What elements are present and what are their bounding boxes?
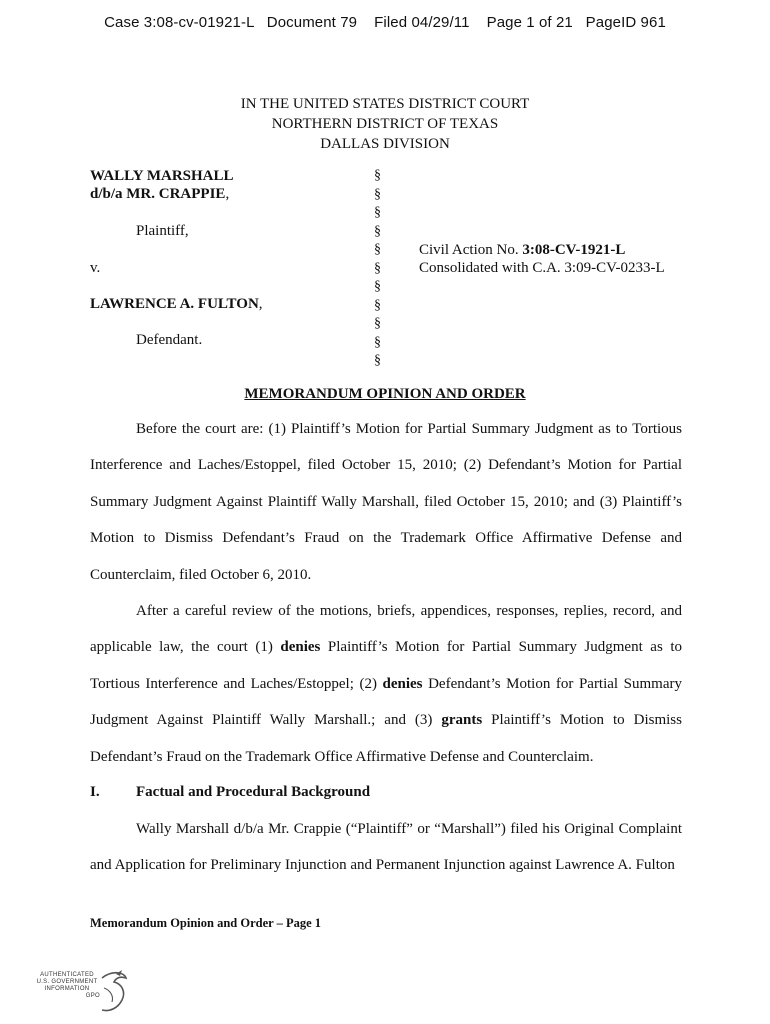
ruling-grants: grants [441, 712, 483, 729]
section-symbol: § [374, 205, 381, 220]
section-heading [90, 784, 370, 801]
court-name: IN THE UNITED STATES DISTRICT COURT [240, 96, 530, 112]
section-symbol: § [374, 334, 381, 350]
seal-line: U.S. GOVERNMENT [36, 979, 98, 985]
versus-label: v. [90, 260, 101, 276]
court-division: DALLAS DIVISION [320, 136, 450, 152]
defendant-role: Defendant. [136, 332, 203, 348]
section-symbol: § [374, 168, 381, 183]
court-heading [0, 94, 770, 154]
plaintiff-role: Plaintiff, [136, 223, 189, 239]
ruling-text: After a careful review of the motions, briefs, appendices, responses, replies, record, and applicable law, the court (1) [90, 603, 682, 656]
civil-action-number [419, 241, 625, 259]
paragraph-ruling [90, 593, 682, 775]
eagle-icon [32, 966, 132, 1016]
section-symbol: § [374, 279, 381, 294]
section-symbol: § [374, 297, 381, 313]
civil-action-prefix: Civil Action No. [419, 242, 523, 258]
ruling-denies: denies [382, 675, 423, 692]
page-footer: Memorandum Opinion and Order – Page 1 [90, 916, 322, 930]
section-symbol: § [374, 242, 381, 257]
consolidated-case: Consolidated with C.A. 3:09-CV-0233-L [419, 260, 665, 276]
ruling-denies: denies [280, 639, 321, 656]
case-caption [90, 167, 710, 367]
defendant-name [90, 295, 263, 313]
section-number: I. [90, 784, 100, 800]
section-symbol: § [374, 186, 381, 202]
gpo-authentication-seal [32, 966, 132, 1016]
paragraph-intro: Before the court are: (1) Plaintiff’s Motion for Partial Summary Judgment as to Tortious Interference and Laches/Estoppel, filed October 15, 2010; (2) Defendant’s Motion for Partial Summary Judgment Against Plaintiff Wally Marshall, filed October 15, 2010; and (3) Plaintiff’s Motion to Dismiss Defendant’s Fraud on the Trademark Office Affirmative Defense and Counterclaim, filed October 6, 2010. [90, 421, 682, 583]
section-title: Factual and Procedural Background [136, 784, 371, 800]
section-symbol: § [374, 316, 381, 331]
ruling-text: Plaintiff’s Motion for Partial Summary Judgment as to Tortious Interference and Laches/Estoppel; (2) [90, 639, 682, 692]
document-title: MEMORANDUM OPINION AND ORDER [244, 386, 526, 402]
section-symbol: § [374, 260, 381, 276]
ruling-text: Defendant’s Motion for Partial Summary Judgment Against Plaintiff Wally Marshall.; and (3) [90, 675, 682, 729]
civil-action-id: 3:08-CV-1921-L [522, 242, 626, 258]
paragraph-background: Wally Marshall d/b/a Mr. Crappie (“Plaintiff” or “Marshall”) filed his Original Complaint and Application for Preliminary Injunction and Permanent Injunction against Lawrence A. Fulton [90, 821, 682, 874]
court-district: NORTHERN DISTRICT OF TEXAS [271, 116, 499, 132]
section-symbol: § [374, 353, 381, 368]
ruling-text: Plaintiff’s Motion to Dismiss Defendant’s Fraud on the Trademark Office Affirmative Defense and Counterclaim. [90, 712, 682, 765]
seal-line: INFORMATION [44, 986, 90, 992]
seal-line: AUTHENTICATED [40, 972, 94, 978]
defendant-name-text: LAWRENCE A. FULTON [90, 296, 259, 312]
defendant-name-comma: , [258, 296, 263, 312]
section-symbol: § [374, 223, 381, 239]
plaintiff-dba-text: d/b/a MR. CRAPPIE [90, 186, 226, 202]
seal-line: GPO [85, 993, 100, 999]
plaintiff-name: WALLY MARSHALL [90, 168, 234, 184]
plaintiff-dba-comma: , [225, 186, 230, 202]
case-header: Case 3:08-cv-01921-L Document 79 Filed 04/29/11 Page 1 of 21 PageID 961 [104, 14, 666, 31]
plaintiff-dba [90, 185, 229, 203]
